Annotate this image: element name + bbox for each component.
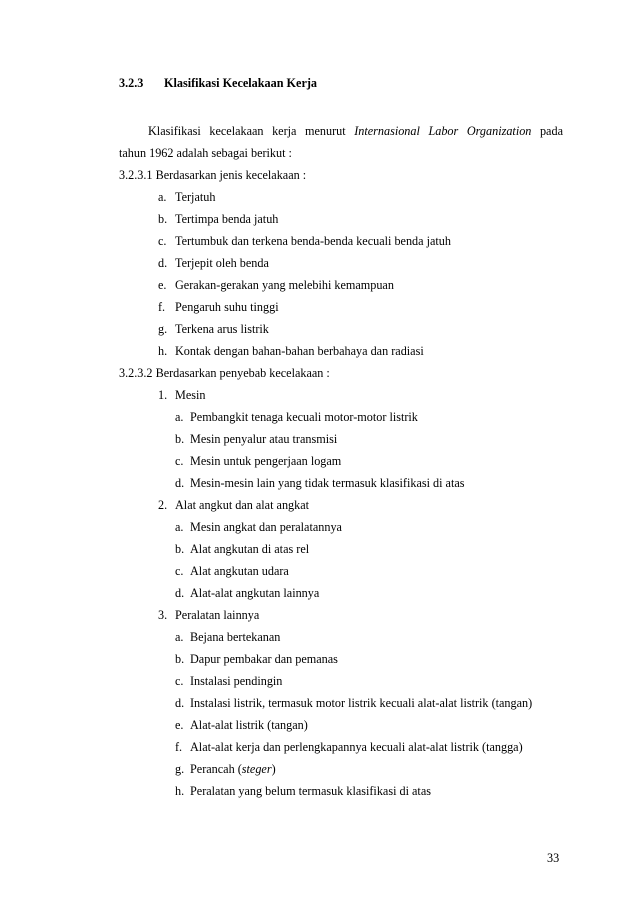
group-marker: 3. [158, 608, 168, 622]
list-item: Kontak dengan bahan-bahan berbahaya dan radiasi [175, 344, 424, 358]
list-item-perancah [190, 762, 276, 776]
list-marker: g. [158, 322, 168, 336]
list-marker: c. [175, 564, 184, 578]
list-marker: b. [175, 652, 185, 666]
list-item: Mesin angkat dan peralatannya [190, 520, 342, 534]
list-item: Terjatuh [175, 190, 216, 204]
subsection-heading-2: 3.2.3.2 Berdasarkan penyebab kecelakaan : [119, 366, 330, 380]
list-item: Mesin untuk pengerjaan logam [190, 454, 342, 468]
intro-line-1 [148, 124, 563, 138]
list-marker: b. [158, 212, 168, 226]
group-marker: 2. [158, 498, 168, 512]
section-number: 3.2.3 [119, 76, 144, 90]
group-title-peralatan-lainnya: Peralatan lainnya [175, 608, 260, 622]
perancah-close-paren: ) [271, 762, 276, 776]
list-item: Pengaruh suhu tinggi [175, 300, 279, 314]
list-marker: a. [175, 520, 184, 534]
list-marker: h. [175, 784, 185, 798]
list-marker: g. [175, 762, 185, 776]
intro-text-after: pada [531, 124, 563, 138]
intro-organization-name: Internasional Labor Organization [354, 124, 532, 138]
list-marker: c. [175, 674, 184, 688]
list-item: Alat angkutan udara [190, 564, 289, 578]
list-item: Tertumbuk dan terkena benda-benda kecuali benda jatuh [175, 234, 451, 248]
list-item: Alat-alat kerja dan perlengkapannya kecuali alat-alat listrik (tangga) [190, 740, 523, 754]
list-item: Alat-alat listrik (tangan) [190, 718, 308, 732]
list-item: Bejana bertekanan [190, 630, 281, 644]
list-marker: a. [158, 190, 167, 204]
group-marker: 1. [158, 388, 168, 402]
list-marker: b. [175, 432, 185, 446]
page-number: 33 [547, 851, 560, 865]
list-item: Alat-alat angkutan lainnya [190, 586, 320, 600]
list-marker: a. [175, 630, 184, 644]
intro-text-before: Klasifikasi kecelakaan kerja menurut [148, 124, 355, 138]
list-marker: c. [175, 454, 184, 468]
list-item: Tertimpa benda jatuh [175, 212, 279, 226]
list-item: Mesin penyalur atau transmisi [190, 432, 338, 446]
list-item: Dapur pembakar dan pemanas [190, 652, 338, 666]
list-item: Pembangkit tenaga kecuali motor-motor listrik [190, 410, 418, 424]
list-item: Instalasi pendingin [190, 674, 283, 688]
list-marker: b. [175, 542, 185, 556]
perancah-text: Perancah ( [190, 762, 242, 776]
list-item: Mesin-mesin lain yang tidak termasuk klasifikasi di atas [190, 476, 465, 490]
list-item: Terkena arus listrik [175, 322, 269, 336]
list-marker: c. [158, 234, 167, 248]
list-marker: a. [175, 410, 184, 424]
list-item: Alat angkutan di atas rel [190, 542, 310, 556]
list-item: Terjepit oleh benda [175, 256, 269, 270]
group-title-mesin: Mesin [175, 388, 206, 402]
steger-term: steger [241, 762, 272, 776]
list-item: Gerakan-gerakan yang melebihi kemampuan [175, 278, 394, 292]
intro-line-2: tahun 1962 adalah sebagai berikut : [119, 146, 292, 160]
list-marker: e. [158, 278, 167, 292]
list-item: Instalasi listrik, termasuk motor listrik kecuali alat-alat listrik (tangan) [190, 696, 533, 710]
list-marker: d. [175, 696, 185, 710]
list-marker: e. [175, 718, 184, 732]
list-marker: f. [175, 740, 183, 754]
list-marker: d. [175, 476, 185, 490]
list-item: Peralatan yang belum termasuk klasifikasi di atas [190, 784, 431, 798]
subsection-heading-1: 3.2.3.1 Berdasarkan jenis kecelakaan : [119, 168, 307, 182]
list-marker: d. [175, 586, 185, 600]
section-title: Klasifikasi Kecelakaan Kerja [164, 76, 318, 90]
group-title-alat-angkut: Alat angkut dan alat angkat [175, 498, 310, 512]
list-marker: h. [158, 344, 168, 358]
list-marker: f. [158, 300, 166, 314]
list-marker: d. [158, 256, 168, 270]
